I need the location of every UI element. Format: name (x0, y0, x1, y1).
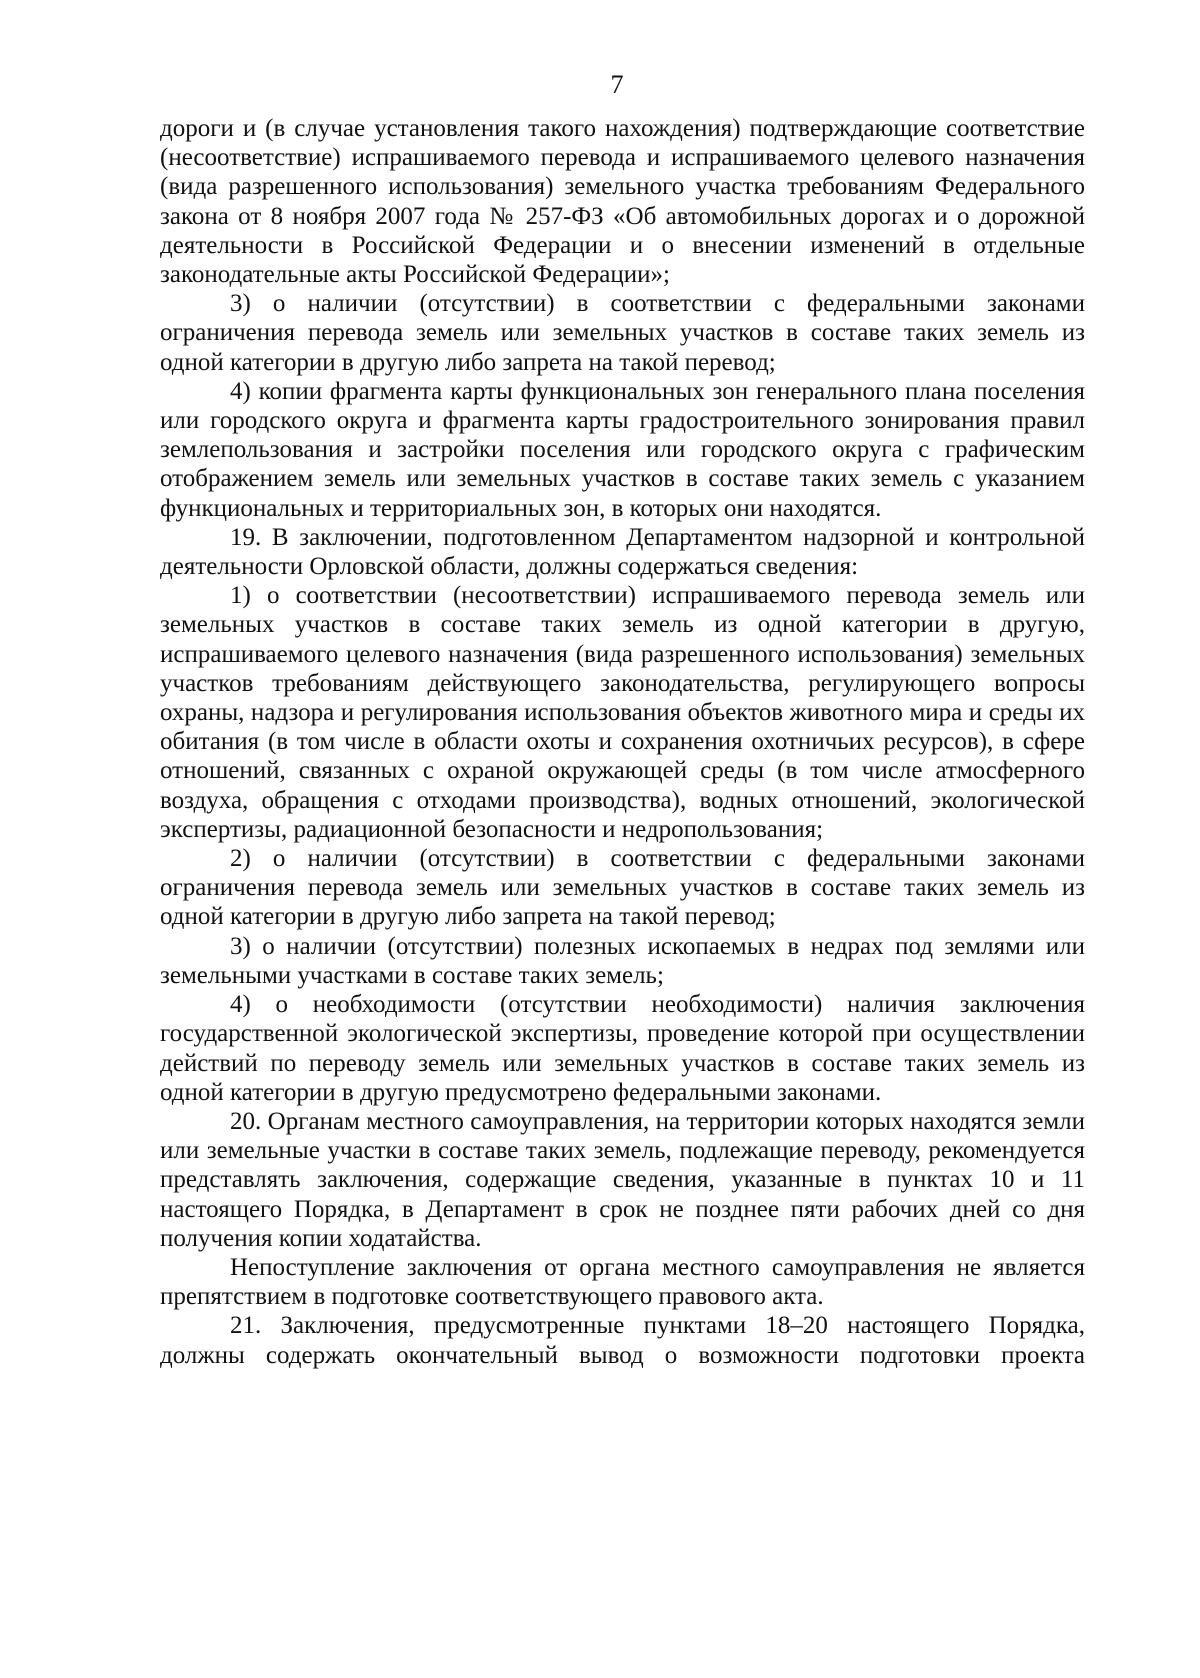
paragraph-item-3: 3) о наличии (отсутствии) в соответствии с федеральными законами ограничения перевода земель или земельных участков в составе таких земель из одной категории в другую либо запрета на такой перевод; (160, 290, 1085, 376)
paragraph-19-item-2: 2) о наличии (отсутствии) в соответствии с федеральными законами ограничения перевода земель или земельных участков в составе таких земель из одной категории в другую либо запрета на такой перевод; (160, 845, 1085, 931)
paragraph-19-item-1: 1) о соответствии (несоответствии) испрашиваемого перевода земель или земельных участков в составе таких земель из одной категории в другую, испрашиваемого целевого назначения (вида разрешенного использования) земельных участков требованиям действующего законодательства, регулирующего вопросы охраны, надзора и регулирования использования объектов животного мира и среды их обитания (в том числе в области охоты и сохранения охотничьих ресурсов), в сфере отношений, связанных с охраной окружающей среды (в том числе атмосферного воздуха, обращения с отходами производства), водных отношений, экологической экспертизы, радиационной безопасности и недропользования; (160, 582, 1085, 843)
paragraph-section-21: 21. Заключения, предусмотренные пунктами 18–20 настоящего Порядка, должны содержать окончательный вывод о возможности подготовки проекта (160, 1312, 1085, 1369)
paragraph-19-item-3: 3) о наличии (отсутствии) полезных ископаемых в недрах под землями или земельными участками в составе таких земель; (160, 932, 1085, 989)
document-body (160, 114, 1085, 1370)
paragraph-non-receipt: Непоступление заключения от органа местного самоуправления не является препятствием в подготовке соответствующего правового акта. (160, 1253, 1085, 1311)
paragraph-19-item-4: 4) о необходимости (отсутствии необходимости) наличия заключения государственной экологической экспертизы, проведение которой при осуществлении действий по переводу земель или земельных участков в составе таких земель из одной категории в другую предусмотрено федеральными законами. (160, 991, 1085, 1106)
paragraph-item-4: 4) копии фрагмента карты функциональных зон генерального плана поселения или городского округа и фрагмента карты градостроительного зонирования правил землепользования и застройки поселения или городского округа с графическим отображением земель или земельных участков в составе таких земель с указанием функциональных и территориальных зон, в которых они находятся. (160, 377, 1085, 522)
paragraph-continuation: дороги и (в случае установления такого нахождения) подтверждающие соответствие (несоответствие) испрашиваемого перевода и испрашиваемого целевого назначения (вида разрешенного использования) земельного участка требованиям Федерального закона от 8 ноября 2007 года № 257-ФЗ «Об автомобильных дорогах и о дорожной деятельности в Российской Федерации и о внесении изменений в отдельные законодательные акты Российской Федерации»; (160, 115, 1085, 289)
paragraph-section-19: 19. В заключении, подготовленном Департаментом надзорной и контрольной деятельности Орловской области, должны содержаться сведения: (160, 523, 1085, 581)
page-number: 7 (610, 70, 624, 99)
paragraph-section-20: 20. Органам местного самоуправления, на территории которых находятся земли или земельные участки в составе таких земель, подлежащие переводу, рекомендуется представлять заключения, содержащие сведения, указанные в пунктах 10 и 11 настоящего Порядка, в Департамент в срок не позднее пяти рабочих дней со дня получения копии ходатайства. (160, 1107, 1085, 1252)
